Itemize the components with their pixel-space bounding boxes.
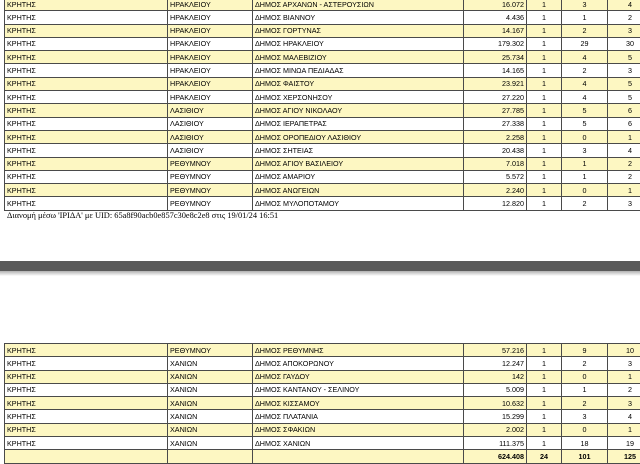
count-1-cell: 1: [527, 24, 562, 37]
table-row: [5, 423, 640, 436]
count-1-cell: 1: [527, 144, 562, 157]
count-2-cell: 4: [562, 77, 608, 90]
municipality-cell: ΔΗΜΟΣ ΡΕΘΥΜΝΗΣ: [253, 344, 464, 357]
regional-unit-cell: ΧΑΝΙΩΝ: [168, 423, 253, 436]
municipality-cell: ΔΗΜΟΣ ΜΑΛΕΒΙΖΙΟΥ: [253, 51, 464, 64]
municipality-cell: ΔΗΜΟΣ ΒΙΑΝΝΟΥ: [253, 11, 464, 24]
municipality-table-page-1: [4, 0, 640, 211]
count-3-cell: 6: [608, 104, 640, 117]
municipality-cell: ΔΗΜΟΣ ΠΛΑΤΑΝΙΑ: [253, 410, 464, 423]
count-3-cell: 5: [608, 77, 640, 90]
count-1-cell: 1: [527, 130, 562, 143]
count-2-cell: 2: [562, 397, 608, 410]
population-cell: 4.436: [464, 11, 527, 24]
count-3-cell: 1: [608, 130, 640, 143]
count-2-cell: 9: [562, 344, 608, 357]
count-3-cell: 2: [608, 11, 640, 24]
table-row: [5, 130, 640, 143]
region-cell: ΚΡΗΤΗΣ: [5, 383, 168, 396]
table-row: [5, 197, 640, 210]
count-3-cell: 4: [608, 144, 640, 157]
count-1-cell: 1: [527, 37, 562, 50]
population-cell: 111.375: [464, 437, 527, 450]
municipality-cell: ΔΗΜΟΣ ΚΑΝΤΑΝΟΥ - ΣΕΛΙΝΟΥ: [253, 383, 464, 396]
table-row: [5, 24, 640, 37]
count-3-cell: 1: [608, 184, 640, 197]
region-cell: ΚΡΗΤΗΣ: [5, 370, 168, 383]
population-cell: 27.220: [464, 91, 527, 104]
population-cell: 5.009: [464, 383, 527, 396]
count-3-cell: 10: [608, 344, 640, 357]
count-1-cell: 1: [527, 11, 562, 24]
count-3-cell: 3: [608, 197, 640, 210]
table-row: [5, 344, 640, 357]
region-cell: ΚΡΗΤΗΣ: [5, 130, 168, 143]
regional-unit-cell: ΧΑΝΙΩΝ: [168, 357, 253, 370]
table-row: [5, 170, 640, 183]
population-cell: 142: [464, 370, 527, 383]
count-1-cell: 24: [527, 450, 562, 463]
count-2-cell: 3: [562, 410, 608, 423]
municipality-cell: ΔΗΜΟΣ ΧΕΡΣΟΝΗΣΟΥ: [253, 91, 464, 104]
regional-unit-cell: ΗΡΑΚΛΕΙΟΥ: [168, 77, 253, 90]
count-1-cell: 1: [527, 170, 562, 183]
municipality-cell: ΔΗΜΟΣ ΜΙΝΩΑ ΠΕΔΙΑΔΑΣ: [253, 64, 464, 77]
count-2-cell: 3: [562, 0, 608, 11]
count-1-cell: 1: [527, 397, 562, 410]
table-row: [5, 11, 640, 24]
population-cell: 2.002: [464, 423, 527, 436]
regional-unit-cell: ΗΡΑΚΛΕΙΟΥ: [168, 11, 253, 24]
region-cell: ΚΡΗΤΗΣ: [5, 77, 168, 90]
count-2-cell: 0: [562, 370, 608, 383]
table-row: [5, 117, 640, 130]
municipality-cell: ΔΗΜΟΣ ΜΥΛΟΠΟΤΑΜΟΥ: [253, 197, 464, 210]
population-cell: 23.921: [464, 77, 527, 90]
population-cell: 27.785: [464, 104, 527, 117]
municipality-cell: ΔΗΜΟΣ ΑΝΩΓΕΙΩΝ: [253, 184, 464, 197]
count-1-cell: 1: [527, 383, 562, 396]
population-cell: 20.438: [464, 144, 527, 157]
count-2-cell: 1: [562, 11, 608, 24]
count-1-cell: 1: [527, 423, 562, 436]
region-cell: ΚΡΗΤΗΣ: [5, 437, 168, 450]
table-row: [5, 37, 640, 50]
count-2-cell: 0: [562, 130, 608, 143]
table-row: [5, 184, 640, 197]
population-cell: 12.247: [464, 357, 527, 370]
region-cell: ΚΡΗΤΗΣ: [5, 37, 168, 50]
municipality-cell: ΔΗΜΟΣ ΟΡΟΠΕΔΙΟΥ ΛΑΣΙΘΙΟΥ: [253, 130, 464, 143]
municipality-cell: ΔΗΜΟΣ ΑΓΙΟΥ ΒΑΣΙΛΕΙΟΥ: [253, 157, 464, 170]
table-body: [5, 344, 640, 464]
count-2-cell: 1: [562, 383, 608, 396]
count-3-cell: 125: [608, 450, 640, 463]
regional-unit-cell: [168, 450, 253, 463]
count-1-cell: 1: [527, 117, 562, 130]
regional-unit-cell: ΗΡΑΚΛΕΙΟΥ: [168, 37, 253, 50]
count-2-cell: 101: [562, 450, 608, 463]
count-2-cell: 1: [562, 157, 608, 170]
count-1-cell: 1: [527, 370, 562, 383]
table-row: [5, 51, 640, 64]
count-1-cell: 1: [527, 77, 562, 90]
population-cell: 2.240: [464, 184, 527, 197]
table-row: [5, 370, 640, 383]
region-cell: ΚΡΗΤΗΣ: [5, 104, 168, 117]
count-3-cell: 19: [608, 437, 640, 450]
population-cell: 624.408: [464, 450, 527, 463]
count-3-cell: 30: [608, 37, 640, 50]
region-cell: ΚΡΗΤΗΣ: [5, 144, 168, 157]
population-cell: 2.258: [464, 130, 527, 143]
count-1-cell: 1: [527, 91, 562, 104]
count-1-cell: 1: [527, 197, 562, 210]
region-cell: ΚΡΗΤΗΣ: [5, 170, 168, 183]
total-row: [5, 450, 640, 463]
regional-unit-cell: ΧΑΝΙΩΝ: [168, 410, 253, 423]
count-1-cell: 1: [527, 357, 562, 370]
count-3-cell: 6: [608, 117, 640, 130]
region-cell: ΚΡΗΤΗΣ: [5, 64, 168, 77]
region-cell: ΚΡΗΤΗΣ: [5, 91, 168, 104]
table-row: [5, 383, 640, 396]
count-2-cell: 1: [562, 170, 608, 183]
region-cell: ΚΡΗΤΗΣ: [5, 0, 168, 11]
municipality-cell: ΔΗΜΟΣ ΧΑΝΙΩΝ: [253, 437, 464, 450]
population-cell: 5.572: [464, 170, 527, 183]
municipality-cell: ΔΗΜΟΣ ΣΗΤΕΙΑΣ: [253, 144, 464, 157]
table-row: [5, 0, 640, 11]
count-3-cell: 2: [608, 383, 640, 396]
region-cell: ΚΡΗΤΗΣ: [5, 117, 168, 130]
count-3-cell: 4: [608, 0, 640, 11]
municipality-cell: ΔΗΜΟΣ ΙΕΡΑΠΕΤΡΑΣ: [253, 117, 464, 130]
regional-unit-cell: ΗΡΑΚΛΕΙΟΥ: [168, 0, 253, 11]
table-row: [5, 437, 640, 450]
region-cell: ΚΡΗΤΗΣ: [5, 344, 168, 357]
region-cell: ΚΡΗΤΗΣ: [5, 423, 168, 436]
count-3-cell: 3: [608, 357, 640, 370]
count-2-cell: 4: [562, 91, 608, 104]
count-2-cell: 2: [562, 197, 608, 210]
regional-unit-cell: ΧΑΝΙΩΝ: [168, 383, 253, 396]
municipality-cell: ΔΗΜΟΣ ΑΠΟΚΟΡΩΝΟΥ: [253, 357, 464, 370]
population-cell: 25.734: [464, 51, 527, 64]
municipality-cell: ΔΗΜΟΣ ΣΦΑΚΙΩΝ: [253, 423, 464, 436]
count-1-cell: 1: [527, 184, 562, 197]
region-cell: ΚΡΗΤΗΣ: [5, 197, 168, 210]
count-2-cell: 2: [562, 64, 608, 77]
table-row: [5, 64, 640, 77]
regional-unit-cell: ΡΕΘΥΜΝΟΥ: [168, 157, 253, 170]
count-3-cell: 5: [608, 51, 640, 64]
regional-unit-cell: ΗΡΑΚΛΕΙΟΥ: [168, 91, 253, 104]
count-2-cell: 5: [562, 104, 608, 117]
table-row: [5, 410, 640, 423]
count-1-cell: 1: [527, 344, 562, 357]
count-3-cell: 1: [608, 423, 640, 436]
municipality-cell: [253, 450, 464, 463]
regional-unit-cell: ΛΑΣΙΘΙΟΥ: [168, 104, 253, 117]
table-row: [5, 357, 640, 370]
region-cell: ΚΡΗΤΗΣ: [5, 357, 168, 370]
count-3-cell: 3: [608, 64, 640, 77]
municipality-cell: ΔΗΜΟΣ ΓΑΥΔΟΥ: [253, 370, 464, 383]
region-cell: [5, 450, 168, 463]
count-2-cell: 2: [562, 24, 608, 37]
regional-unit-cell: ΛΑΣΙΘΙΟΥ: [168, 117, 253, 130]
count-2-cell: 3: [562, 144, 608, 157]
region-cell: ΚΡΗΤΗΣ: [5, 397, 168, 410]
count-1-cell: 1: [527, 157, 562, 170]
population-cell: 14.165: [464, 64, 527, 77]
count-3-cell: 1: [608, 370, 640, 383]
region-cell: ΚΡΗΤΗΣ: [5, 410, 168, 423]
count-3-cell: 2: [608, 170, 640, 183]
regional-unit-cell: ΛΑΣΙΘΙΟΥ: [168, 144, 253, 157]
population-cell: 14.167: [464, 24, 527, 37]
count-2-cell: 0: [562, 184, 608, 197]
table-body: [5, 0, 640, 210]
count-2-cell: 0: [562, 423, 608, 436]
distribution-note: Διανομή μέσω 'ΙΡΙΔΑ' με UID: 65a8f90acb0e857c30e8c2e8 στις 19/01/24 16:51: [7, 211, 278, 220]
population-cell: 16.072: [464, 0, 527, 11]
municipality-cell: ΔΗΜΟΣ ΦΑΙΣΤΟΥ: [253, 77, 464, 90]
count-1-cell: 1: [527, 51, 562, 64]
count-2-cell: 4: [562, 51, 608, 64]
count-3-cell: 2: [608, 157, 640, 170]
population-cell: 10.632: [464, 397, 527, 410]
population-cell: 179.302: [464, 37, 527, 50]
count-2-cell: 5: [562, 117, 608, 130]
population-cell: 57.216: [464, 344, 527, 357]
count-3-cell: 3: [608, 24, 640, 37]
municipality-cell: ΔΗΜΟΣ ΗΡΑΚΛΕΙΟΥ: [253, 37, 464, 50]
table-row: [5, 157, 640, 170]
count-1-cell: 1: [527, 104, 562, 117]
count-2-cell: 29: [562, 37, 608, 50]
count-2-cell: 2: [562, 357, 608, 370]
municipality-cell: ΔΗΜΟΣ ΓΟΡΤΥΝΑΣ: [253, 24, 464, 37]
count-3-cell: 5: [608, 91, 640, 104]
regional-unit-cell: ΗΡΑΚΛΕΙΟΥ: [168, 51, 253, 64]
regional-unit-cell: ΛΑΣΙΘΙΟΥ: [168, 130, 253, 143]
table-row: [5, 144, 640, 157]
regional-unit-cell: ΗΡΑΚΛΕΙΟΥ: [168, 64, 253, 77]
regional-unit-cell: ΗΡΑΚΛΕΙΟΥ: [168, 24, 253, 37]
municipality-cell: ΔΗΜΟΣ ΑΜΑΡΙΟΥ: [253, 170, 464, 183]
population-cell: 15.299: [464, 410, 527, 423]
population-cell: 12.820: [464, 197, 527, 210]
regional-unit-cell: ΧΑΝΙΩΝ: [168, 437, 253, 450]
table-row: [5, 91, 640, 104]
region-cell: ΚΡΗΤΗΣ: [5, 184, 168, 197]
count-3-cell: 4: [608, 410, 640, 423]
population-cell: 7.018: [464, 157, 527, 170]
regional-unit-cell: ΧΑΝΙΩΝ: [168, 397, 253, 410]
table-row: [5, 77, 640, 90]
table-row: [5, 397, 640, 410]
count-1-cell: 1: [527, 410, 562, 423]
count-1-cell: 1: [527, 0, 562, 11]
municipality-cell: ΔΗΜΟΣ ΑΡΧΑΝΩΝ - ΑΣΤΕΡΟΥΣΙΩΝ: [253, 0, 464, 11]
table-row: [5, 104, 640, 117]
region-cell: ΚΡΗΤΗΣ: [5, 11, 168, 24]
count-1-cell: 1: [527, 64, 562, 77]
regional-unit-cell: ΡΕΘΥΜΝΟΥ: [168, 184, 253, 197]
regional-unit-cell: ΡΕΘΥΜΝΟΥ: [168, 344, 253, 357]
regional-unit-cell: ΡΕΘΥΜΝΟΥ: [168, 197, 253, 210]
count-3-cell: 3: [608, 397, 640, 410]
page-separator: [0, 261, 640, 271]
municipality-cell: ΔΗΜΟΣ ΚΙΣΣΑΜΟΥ: [253, 397, 464, 410]
population-cell: 27.338: [464, 117, 527, 130]
municipality-cell: ΔΗΜΟΣ ΑΓΙΟΥ ΝΙΚΟΛΑΟΥ: [253, 104, 464, 117]
region-cell: ΚΡΗΤΗΣ: [5, 24, 168, 37]
region-cell: ΚΡΗΤΗΣ: [5, 157, 168, 170]
municipality-table-page-2: [4, 343, 640, 464]
count-1-cell: 1: [527, 437, 562, 450]
regional-unit-cell: ΡΕΘΥΜΝΟΥ: [168, 170, 253, 183]
region-cell: ΚΡΗΤΗΣ: [5, 51, 168, 64]
page-separator-shadow: [0, 271, 640, 276]
regional-unit-cell: ΧΑΝΙΩΝ: [168, 370, 253, 383]
count-2-cell: 18: [562, 437, 608, 450]
